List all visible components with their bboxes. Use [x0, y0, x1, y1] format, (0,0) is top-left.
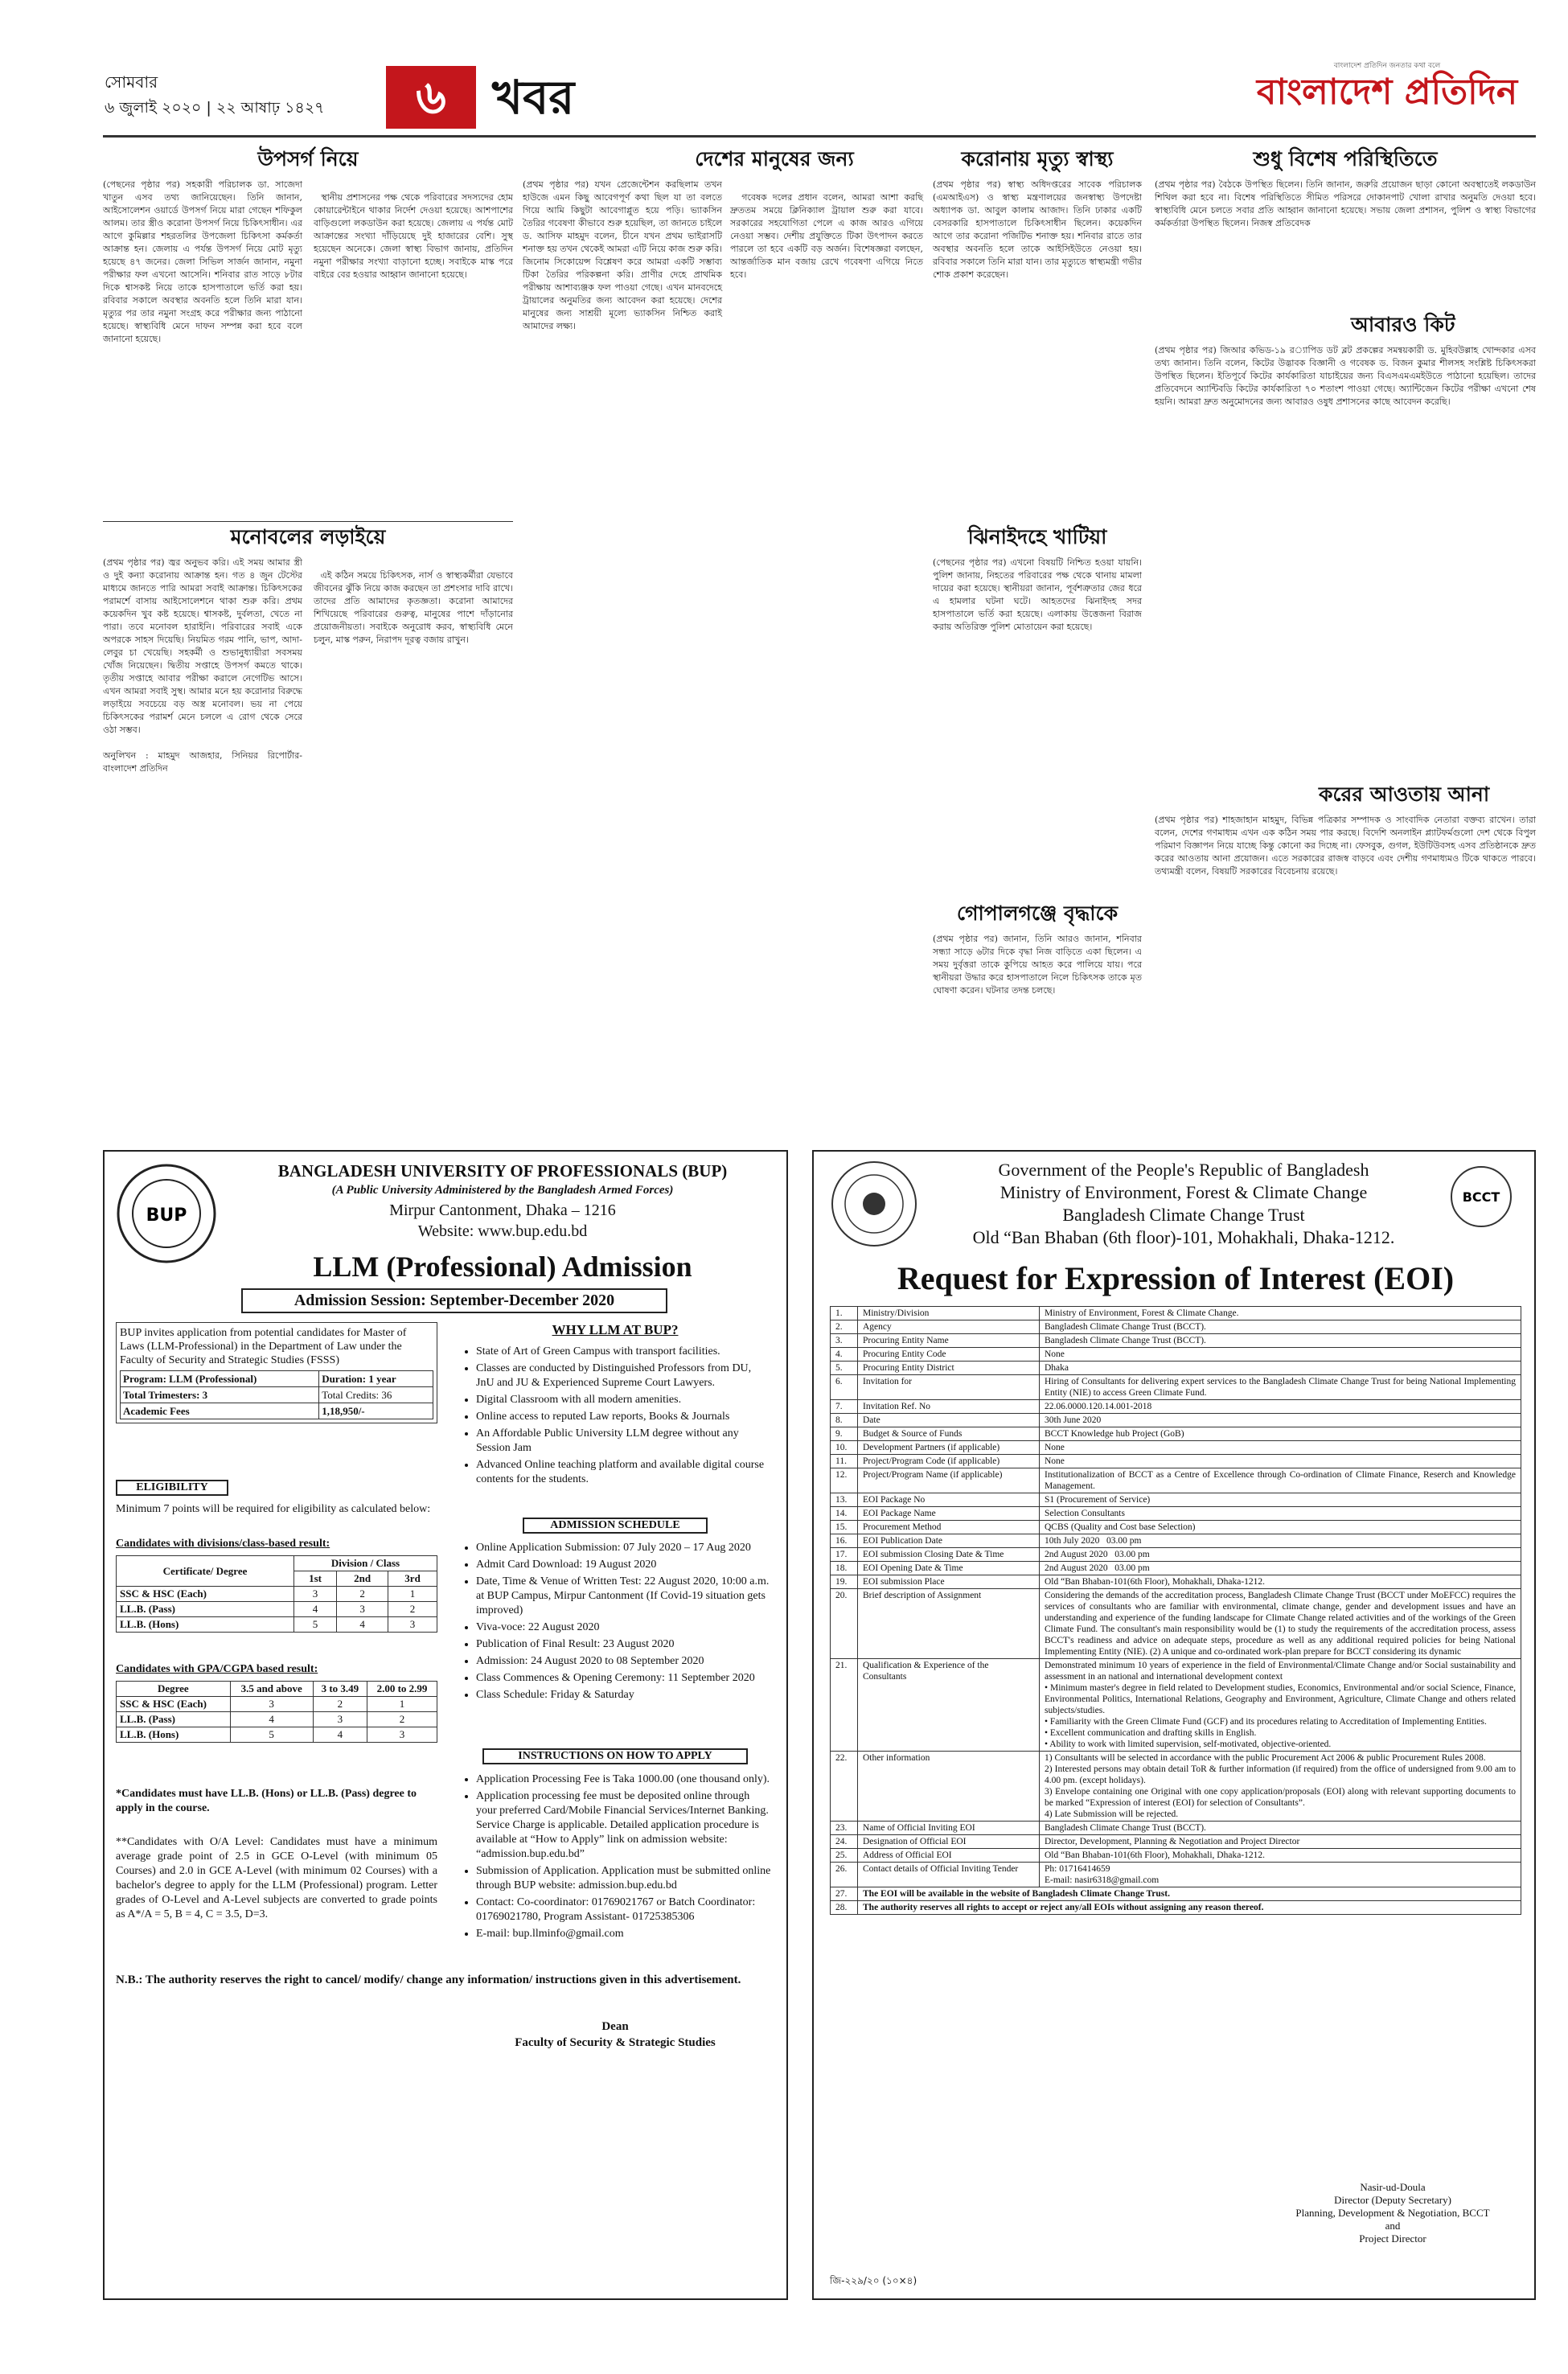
- eoi-row-value: 30th June 2020: [1040, 1414, 1521, 1427]
- eoi-row-number: 22.: [831, 1752, 858, 1822]
- division-cell: 3: [337, 1602, 388, 1617]
- apply-item: • Application Processing Fee is Taka 1000.00 (one thousand only).: [476, 1772, 772, 1787]
- eoi-row-number: 15.: [831, 1521, 858, 1534]
- headline-manobol: মনোবলের লড়াইয়ে: [230, 525, 386, 548]
- eoi-row: [831, 1334, 1521, 1348]
- eoi-row-label: Invitation for: [858, 1375, 1040, 1400]
- eoi-row-value: QCBS (Quality and Cost base Selection): [1040, 1521, 1521, 1534]
- bup-fees-label: Academic Fees: [121, 1403, 319, 1419]
- eoi-gov-line: Government of the People's Republic of Bangladesh: [998, 1160, 1369, 1180]
- eoi-row-number: 6.: [831, 1375, 858, 1400]
- eoi-row-label: EOI submission Closing Date & Time: [858, 1548, 1040, 1562]
- article-mrittu: (প্রথম পৃষ্ঠার পর) স্বাস্থ্য অধিদপ্তরের সাবেক পরিচালক (এমআইএস) ও স্বাস্থ্য মন্ত্রণালয়ের জনস্বাস্থ্য উপদেষ্টা অধ্যাপক ডা. আবুল কালাম আজাদ। তিনি ঢাকার একটি বেসরকারি হাসপাতালে চিকিৎসাধীন ছিলেন। কয়েকদিন আগে তার করোনা পজিটিভ শনাক্ত হয়। শনিবার রাতে তার অবস্থার অবনতি হলে তাকে আইসিইউতে নেওয়া হয়। রবিবার সকালে তিনি মারা যান। তার মৃত্যুতে স্বাস্থ্যমন্ত্রী গভীর শোক প্রকাশ করেছেন।: [933, 179, 1145, 280]
- gpa-th-2: 3 to 3.49: [313, 1682, 367, 1697]
- eoi-row: [831, 1375, 1521, 1400]
- headline-abaro: আবারও কিট: [1351, 313, 1455, 336]
- division-cell: LL.B. (Hons): [117, 1617, 294, 1633]
- bup-apply-title: INSTRUCTIONS ON HOW TO APPLY: [482, 1748, 748, 1764]
- eoi-row-value: 10th July 2020 03.00 pm: [1040, 1534, 1521, 1548]
- eoi-row: [831, 1863, 1521, 1887]
- eoi-row-number: 2.: [831, 1320, 858, 1334]
- rule-col1-mid: [103, 521, 513, 522]
- headline-bishesh: শুধু বিশেষ পরিস্থিতিতে: [1253, 147, 1438, 170]
- division-cell: 2: [388, 1602, 437, 1617]
- eoi-row-label: Agency: [858, 1320, 1040, 1334]
- gpa-cell: 4: [313, 1727, 367, 1743]
- manobol-cont-text: এই কঠিন সময়ে চিকিৎসক, নার্স ও স্বাস্থ্যকর্মীরা যেভাবে জীবনের ঝুঁকি নিয়ে কাজ করছেন তা প্রশংসার দাবি রাখে। তাদের প্রতি আমাদের কৃতজ্ঞতা। করোনা আমাদের শিখিয়েছে পরিবারের গুরুত্ব, মানুষের পাশে দাঁড়ানোর প্রয়োজনীয়তা। সবাইকে অনুরোধ করব, স্বাস্থ্যবিধি মেনে চলুন, মাস্ক পরুন, নিরাপদ দূরত্ব বজায় রাখুন।: [314, 570, 516, 645]
- eoi-row: [831, 1493, 1521, 1507]
- eoi-row-label: Project/Program Name (if applicable): [858, 1468, 1040, 1493]
- eoi-row: [831, 1307, 1521, 1320]
- why-item: • Advanced Online teaching platform and available digital course contents for the students.: [476, 1458, 772, 1487]
- eoi-row-label: Procuring Entity Code: [858, 1348, 1040, 1362]
- article-bishesh: (প্রথম পৃষ্ঠার পর) বৈঠকে উপস্থিত ছিলেন। তিনি জানান, জরুরি প্রয়োজন ছাড়া কোনো অবস্থাতেই লকডাউন শিথিল করা হবে না। বিশেষ পরিস্থিতিতে সীমিত পরিসরে দোকানপাট খোলা রাখার অনুমতি দেওয়া হবে। স্বাস্থ্যবিধি মেনে চলতে সবার প্রতি আহ্বান জানানো হয়েছে। সভায় জেলা প্রশাসন, পুলিশ ও স্বাস্থ্য বিভাগের কর্মকর্তারা উপস্থিত ছিলেন। নিজস্ব প্রতিবেদক: [1155, 179, 1539, 228]
- eoi-row-number: 1.: [831, 1307, 858, 1320]
- eoi-row-number: 24.: [831, 1835, 858, 1849]
- eoi-row-label: EOI Publication Date: [858, 1534, 1040, 1548]
- gpa-cell: 3: [230, 1697, 313, 1712]
- bup-credits: Total Credits: 36: [319, 1387, 433, 1403]
- article-abaro: (প্রথম পৃষ্ঠার পর) জিআর কভিড-১৯ র‌্যাপিড ডট ব্লট প্রকল্পের সমন্বয়কারী ড. মুহিবউল্লাহ খোন্দকার এসব তথ্য জানান। তিনি বলেন, কিটের উদ্ভাবক বিজ্ঞানী ও গবেষক ড. বিজন কুমার শীলসহ সংশ্লিষ্ট চিকিৎসকরা উপস্থিত ছিলেন। ইতিপূর্বে কিটের কার্যকারিতা যাচাইয়ের জন্য বিএসএমএমইউতে পাঠানো হয়েছিল। তাদের প্রতিবেদনে অ্যান্টিবডি কিটের কার্যকারিতা ৭০ শতাংশ পাওয়া গেছে। অ্যান্টিজেন কিটের পরীক্ষা এখনো শেষ হয়নি। আমরা দ্রুত অনুমোদনের জন্য আবারও ওষুধ প্রশাসনের কাছে আবেদন করেছি।: [1155, 345, 1539, 407]
- eoi-row-value: Selection Consultants: [1040, 1507, 1521, 1521]
- newspaper-logo: [1238, 60, 1536, 132]
- eoi-row-value: BCCT Knowledge hub Project (GoB): [1040, 1427, 1521, 1441]
- eoi-row: [831, 1752, 1521, 1822]
- gpa-th-3: 2.00 to 2.99: [367, 1682, 437, 1697]
- headline-mrittu: করোনায় মৃত্যু স্বাস্থ্য: [961, 147, 1114, 170]
- eoi-row-number: 13.: [831, 1493, 858, 1507]
- eoi-row-label: Name of Official Inviting EOI: [858, 1822, 1040, 1835]
- eoi-row: [831, 1441, 1521, 1455]
- article-manobol-cont: [314, 557, 516, 1142]
- header-day: সোমবার: [105, 72, 158, 92]
- eoi-row-label: Procuring Entity District: [858, 1362, 1040, 1375]
- bup-intro: BUP invites application from potential candidates for Master of Laws (LLM-Professional) in the Department of Law under the Faculty of Security and Strategic Studies (FSSS): [120, 1327, 407, 1366]
- div-th-2: 2nd: [337, 1571, 388, 1587]
- header-rule: [103, 135, 1536, 138]
- eoi-row-label: Procuring Entity Name: [858, 1334, 1040, 1348]
- bup-fees-value: 1,18,950/-: [319, 1403, 433, 1419]
- eoi-ad: [812, 1150, 1536, 2300]
- apply-item: • Submission of Application. Application must be submitted online through BUP website: admission.bup.edu.bd: [476, 1864, 772, 1893]
- gpa-cell: SSC & HSC (Each): [117, 1697, 231, 1712]
- bcct-logo: [1449, 1164, 1513, 1229]
- eoi-row-label: EOI Package Name: [858, 1507, 1040, 1521]
- schedule-item: • Date, Time & Venue of Written Test: 22 August 2020, 10:00 a.m. at BUP Campus, Mirpur Cantonment (If Covid-19 situation gets improved): [476, 1575, 772, 1618]
- bup-duration: Duration: 1 year: [319, 1371, 433, 1387]
- gov-seal: [830, 1160, 918, 1248]
- gpa-cell: 4: [230, 1712, 313, 1727]
- article-desher-cont: [730, 179, 926, 1142]
- why-item: • An Affordable Public University LLM degree without any Session Jam: [476, 1427, 772, 1456]
- eoi-row-value: 1) Consultants will be selected in accordance with the public Procurement Act 2006 & public Procurement Rules 2008. 2) Interested persons may obtain detail ToR & further information (if required) from the office of undersigned from 9.00 am to 4.00 pm. (except holidays). 3) Envelope containing one Original with one copy application/proposals (EOI) along with relevant supporting documents to be marked “Expression of interest (EOI) for selection of Consultants”. 4) Late Submission will be rejected.: [1040, 1752, 1521, 1822]
- svg-text:BUP: BUP: [146, 1205, 187, 1226]
- eoi-row: [831, 1400, 1521, 1414]
- eoi-signature: [1264, 2181, 1521, 2245]
- div-th-cert: Certificate/ Degree: [117, 1556, 294, 1587]
- bup-gpa-table: [116, 1681, 437, 1743]
- eoi-sig-title3: Project Director: [1359, 2232, 1426, 2245]
- eoi-row-label: Qualification & Experience of the Consultants: [858, 1659, 1040, 1752]
- eoi-sig-title2: Planning, Development & Negotiation, BCCT: [1295, 2207, 1490, 2219]
- bup-schedule-list: [458, 1541, 772, 1705]
- eoi-row-number: 8.: [831, 1414, 858, 1427]
- bup-division-table: [116, 1555, 437, 1633]
- eoi-row-number: 11.: [831, 1455, 858, 1468]
- eoi-row-label: Designation of Official EOI: [858, 1835, 1040, 1849]
- gpa-cell: 5: [230, 1727, 313, 1743]
- eoi-row-number: 23.: [831, 1822, 858, 1835]
- eoi-row-number: 9.: [831, 1427, 858, 1441]
- eoi-row-value: Demonstrated minimum 10 years of experience in the field of Environmental/Climate Change and/or Social sustainability and assessment in an national and international development context • Minimum master's degree in field related to Development studies, Economics, Environmental and/or social Science, Finance, Environmental Politics, International Relations, Geography and Environment, Agriculture, Climate Change and others related subjects/studies. • Familiarity with the Green Climate Fund (GCF) and its procedures relating to Accreditation of Implementing Entities. • Excellent communication and drafting skills in English. • Ability to work with limited supervision, self-motivated, objective-oriented.: [1040, 1659, 1521, 1752]
- schedule-item: • Class Commences & Opening Ceremony: 11 September 2020: [476, 1671, 772, 1686]
- eoi-row-label: Invitation Ref. No: [858, 1400, 1040, 1414]
- eoi-row-value: S1 (Procurement of Service): [1040, 1493, 1521, 1507]
- page-number: ৬: [386, 66, 476, 129]
- eoi-row: [831, 1468, 1521, 1493]
- gpa-th-1: 3.5 and above: [230, 1682, 313, 1697]
- why-item: • Classes are conducted by Distinguished Professors from DU, JnU and JU & Experienced Supreme Court Lawyers.: [476, 1362, 772, 1390]
- eoi-row-number: 19.: [831, 1575, 858, 1589]
- eoi-row: [831, 1362, 1521, 1375]
- gpa-cell: 2: [313, 1697, 367, 1712]
- bup-ad: [103, 1150, 788, 2300]
- div-th-3: 3rd: [388, 1571, 437, 1587]
- section-title: খবর: [492, 70, 575, 125]
- eoi-row-label: Other information: [858, 1752, 1040, 1822]
- eoi-row-value: 2nd August 2020 03.00 pm: [1040, 1562, 1521, 1575]
- eoi-row-number: 5.: [831, 1362, 858, 1375]
- bup-eligibility-text: Minimum 7 points will be required for eligibility as calculated below:: [116, 1503, 431, 1515]
- eoi-row-label: Brief description of Assignment: [858, 1589, 1040, 1659]
- eoi-row-value: Dhaka: [1040, 1362, 1521, 1375]
- eoi-row-number: 21.: [831, 1659, 858, 1752]
- eoi-row-number: 7.: [831, 1400, 858, 1414]
- eoi-row: [831, 1887, 1521, 1901]
- eoi-row-number: 17.: [831, 1548, 858, 1562]
- gpa-cell: 1: [367, 1697, 437, 1712]
- gpa-cell: LL.B. (Hons): [117, 1727, 231, 1743]
- div-th-class: Division / Class: [293, 1556, 437, 1571]
- gpa-row: [117, 1727, 437, 1743]
- bup-division-title: Candidates with divisions/class-based result:: [116, 1538, 330, 1550]
- why-item: • Digital Classroom with all modern amenities.: [476, 1393, 772, 1407]
- bup-program: Program: LLM (Professional): [121, 1371, 319, 1387]
- division-cell: 4: [337, 1617, 388, 1633]
- eoi-address: Old “Ban Bhaban (6th floor)-101, Mohakhali, Dhaka-1212.: [972, 1227, 1395, 1247]
- eoi-row-number: 26.: [831, 1863, 858, 1887]
- eoi-row-label: EOI Package No: [858, 1493, 1040, 1507]
- eoi-row-number: 4.: [831, 1348, 858, 1362]
- eoi-sig-title1: Director (Deputy Secretary): [1334, 2194, 1451, 2206]
- gpa-row: [117, 1697, 437, 1712]
- division-cell: SSC & HSC (Each): [117, 1587, 294, 1602]
- division-cell: 4: [293, 1602, 336, 1617]
- gpa-cell: 3: [313, 1712, 367, 1727]
- eoi-row-number: 20.: [831, 1589, 858, 1659]
- eoi-row-number: 10.: [831, 1441, 858, 1455]
- eoi-row: [831, 1548, 1521, 1562]
- division-row: [117, 1602, 437, 1617]
- eoi-row-number: 28.: [831, 1901, 858, 1915]
- eoi-row: [831, 1427, 1521, 1441]
- eoi-row-number: 16.: [831, 1534, 858, 1548]
- eoi-row: [831, 1835, 1521, 1849]
- eoi-row-label: Development Partners (if applicable): [858, 1441, 1040, 1455]
- schedule-item: • Admit Card Download: 19 August 2020: [476, 1558, 772, 1572]
- bup-signature-name: Dean: [601, 2020, 629, 2033]
- eoi-row-value: Director, Development, Planning & Negotiation and Project Director: [1040, 1835, 1521, 1849]
- eoi-row-number: 14.: [831, 1507, 858, 1521]
- headline-desher: দেশের মানুষের জন্য: [695, 147, 854, 170]
- article-upasarga: (পেছনের পৃষ্ঠার পর) সহকারী পরিচালক ডা. সাজেদা খাতুন এসব তথ্য জানিয়েছেন। তিনি জানান, আইসোলেশন ওয়ার্ডে উপসর্গ নিয়ে মারা গেছেন শফিকুল আলম। তার স্ত্রীও করোনা উপসর্গ নিয়ে চিকিৎসাধীন। এর আগে কুমিল্লার শহরতলির উপজেলা চিকিৎসা কর্মকর্তা আক্রান্ত হন। জেলায় এ পর্যন্ত উপসর্গ নিয়ে মোট মৃত্যু হয়েছে ৪৭ জনের। জেলা সিভিল সার্জন জানান, নমুনা পরীক্ষার ফল এখনো আসেনি। শনিবার রাত সাড়ে ৮টার দিকে শ্বাসকষ্ট নিয়ে তাকে হাসপাতালে ভর্তি করা হয়। রবিবার সকালে অবস্থার অবনতি হলে তিনি মারা যান। মৃত্যুর পর তার নমুনা সংগ্রহ করে পরীক্ষার জন্য পাঠানো হয়েছে। স্বাস্থ্যবিধি মেনে দাফন সম্পন্ন করা হবে বলে জানানো হয়েছে।: [103, 179, 306, 344]
- article-karer: (প্রথম পৃষ্ঠার পর) শাহজাহান মাহমুদ, বিভিন্ন পত্রিকার সম্পাদক ও সাংবাদিক নেতারা বক্তব্য রাখেন। তারা বলেন, দেশের গণমাধ্যম এখন এক কঠিন সময় পার করছে। বিদেশি অনলাইন প্ল্যাটফর্মগুলো দেশ থেকে বিপুল পরিমাণ বিজ্ঞাপন নিয়ে যাচ্ছে কিন্তু কোনো কর দিচ্ছে না। ফেসবুক, গুগল, ইউটিউবসহ এসব প্রতিষ্ঠানকে দ্রুত করের আওতায় আনা প্রয়োজন। এতে সরকারের রাজস্ব বাড়বে এবং দেশীয় গণমাধ্যমও টিকে থাকতে পারবে। তথ্যমন্ত্রী বলেন, বিষয়টি সরকারের বিবেচনায় রয়েছে।: [1155, 815, 1539, 877]
- division-cell: 2: [337, 1587, 388, 1602]
- article-gopalganj: (প্রথম পৃষ্ঠার পর) জানান, তিনি আরও জানান, শনিবার সন্ধ্যা সাড়ে ৬টার দিকে বৃদ্ধা নিজ বাড়িতে একা ছিলেন। এ সময় দুর্বৃত্তরা তাকে কুপিয়ে আহত করে পালিয়ে যায়। পরে স্থানীয়রা উদ্ধার করে হাসপাতালে নিলে চিকিৎসক তাকে মৃত ঘোষণা করেন। ঘটনার তদন্ত চলছে।: [933, 934, 1145, 996]
- svg-text:BCCT: BCCT: [1462, 1189, 1500, 1205]
- eoi-row-note: The EOI will be available in the website of Bangladesh Climate Change Trust.: [858, 1887, 1521, 1901]
- schedule-item: • Online Application Submission: 07 July 2020 – 17 Aug 2020: [476, 1541, 772, 1555]
- bup-session: Admission Session: September-December 2020: [241, 1288, 667, 1313]
- eoi-row: [831, 1320, 1521, 1334]
- eoi-row-value: Ministry of Environment, Forest & Climate Change.: [1040, 1307, 1521, 1320]
- eoi-row-value: Institutionalization of BCCT as a Centre of Excellence through Co-ordination of Climate Finance, Reserch and Knowledge Management.: [1040, 1468, 1521, 1493]
- eoi-row: [831, 1589, 1521, 1659]
- eoi-row: [831, 1507, 1521, 1521]
- eoi-trust: Bangladesh Climate Change Trust: [1062, 1205, 1305, 1225]
- article-jhenaidah: (পেছনের পৃষ্ঠার পর) এখনো বিষয়টি নিশ্চিত হওয়া যায়নি। পুলিশ জানায়, নিহতের পরিবারের পক্ষ থেকে থানায় মামলা দায়ের করা হয়েছে। স্থানীয়রা জানান, পূর্বশত্রুতার জের ধরে এ হামলার ঘটনা ঘটে। আহতদের ঝিনাইদহ সদর হাসপাতালে ভর্তি করা হয়েছে। এলাকায় উত্তেজনা বিরাজ করায় অতিরিক্ত পুলিশ মোতায়েন করা হয়েছে।: [933, 557, 1145, 632]
- eoi-row: [831, 1562, 1521, 1575]
- gpa-th-0: Degree: [117, 1682, 231, 1697]
- logo-tagline: বাংলাদেশ প্রতিদিন জনতার কথা বলে: [1333, 62, 1441, 70]
- eoi-row-value: Ph: 01716414659 E-mail: nasir6318@gmail.com: [1040, 1863, 1521, 1887]
- eoi-row-value: None: [1040, 1455, 1521, 1468]
- upasarga-cont-text: স্থানীয় প্রশাসনের পক্ষ থেকে পরিবারের সদস্যদের হোম কোয়ারেন্টাইনে থাকার নির্দেশ দেওয়া হয়েছে। আশপাশের বাড়িগুলো লকডাউন করা হয়েছে। জেলায় এ পর্যন্ত মোট আক্রান্তের সংখ্যা দাঁড়িয়েছে দুই হাজারের বেশি। সুস্থ হয়েছেন অনেকে। জেলা স্বাস্থ্য বিভাগ জানায়, প্রতিদিন নমুনা পরীক্ষার সংখ্যা বাড়ানো হচ্ছে। সবাইকে মাস্ক পরে বাইরে বের হওয়ার আহ্বান জানানো হয়েছে।: [314, 192, 516, 280]
- eoi-row-value: None: [1040, 1348, 1521, 1362]
- article-upasarga-cont: [314, 179, 516, 516]
- bup-subtitle: (A Public University Administered by the Bangladesh Armed Forces): [331, 1184, 674, 1197]
- eoi-row-value: Bangladesh Climate Change Trust (BCCT).: [1040, 1334, 1521, 1348]
- apply-item: • Contact: Co-coordinator: 01769021767 or Batch Coordinator: 01769021780, Program Assistant- 01725385306: [476, 1896, 772, 1924]
- logo-name: বাংলাদেশ প্রতিদিন: [1256, 72, 1518, 113]
- apply-item: • Application processing fee must be deposited online through your preferred Card/Mobile Financial Services/Internet Banking. Service Charge is applicable. Detailed application procedure is available at “How to Apply” link on admission website: “admission.bup.edu.bd”: [476, 1789, 772, 1862]
- eoi-row: [831, 1534, 1521, 1548]
- eoi-code: জি-২২৯/২০ (১০×৪): [830, 2275, 917, 2286]
- bup-program-table: [120, 1370, 433, 1419]
- eoi-row-label: Address of Official EOI: [858, 1849, 1040, 1863]
- apply-item: • E-mail: bup.llminfo@gmail.com: [476, 1927, 772, 1941]
- eoi-row-label: Project/Program Code (if applicable): [858, 1455, 1040, 1468]
- eoi-row-label: Procurement Method: [858, 1521, 1040, 1534]
- gpa-cell: LL.B. (Pass): [117, 1712, 231, 1727]
- division-row: [117, 1587, 437, 1602]
- eoi-table: [830, 1306, 1521, 1915]
- eoi-row-label: Date: [858, 1414, 1040, 1427]
- bup-nb: N.B.: The authority reserves the right to cancel/ modify/ change any information/ instructions given in this advertisement.: [116, 1974, 741, 1986]
- bup-schedule-title: ADMISSION SCHEDULE: [523, 1518, 708, 1534]
- eoi-sig-and: and: [1385, 2220, 1401, 2232]
- eoi-row: [831, 1455, 1521, 1468]
- eoi-row-number: 25.: [831, 1849, 858, 1863]
- eoi-row-label: EOI Opening Date & Time: [858, 1562, 1040, 1575]
- why-item: • State of Art of Green Campus with transport facilities.: [476, 1345, 772, 1359]
- bup-eligibility-title: ELIGIBILITY: [116, 1480, 228, 1496]
- eoi-row: [831, 1414, 1521, 1427]
- eoi-row: [831, 1348, 1521, 1362]
- schedule-item: • Class Schedule: Friday & Saturday: [476, 1688, 772, 1702]
- eoi-row-number: 12.: [831, 1468, 858, 1493]
- eoi-row-label: Contact details of Official Inviting Tender: [858, 1863, 1040, 1887]
- eoi-row-value: 22.06.0000.120.14.001-2018: [1040, 1400, 1521, 1414]
- division-cell: LL.B. (Pass): [117, 1602, 294, 1617]
- eoi-ministry: Ministry of Environment, Forest & Climate Change: [999, 1182, 1368, 1202]
- eoi-row: [831, 1849, 1521, 1863]
- gpa-row: [117, 1712, 437, 1727]
- schedule-item: • Viva-voce: 22 August 2020: [476, 1620, 772, 1635]
- headline-gopalganj: গোপালগঞ্জে বৃদ্ধাকে: [956, 902, 1119, 925]
- bup-address: Mirpur Cantonment, Dhaka – 1216: [389, 1201, 616, 1219]
- why-item: • Online access to reputed Law reports, Books & Journals: [476, 1410, 772, 1424]
- bup-gpa-title: Candidates with GPA/CGPA based result:: [116, 1663, 318, 1675]
- bup-signature-title: Faculty of Security & Strategic Studies: [515, 2036, 716, 2049]
- eoi-row-value: 2nd August 2020 03.00 pm: [1040, 1548, 1521, 1562]
- schedule-item: • Publication of Final Result: 23 August 2020: [476, 1637, 772, 1652]
- eoi-row-number: 27.: [831, 1887, 858, 1901]
- bup-university: BANGLADESH UNIVERSITY OF PROFESSIONALS (BUP): [277, 1161, 728, 1181]
- header-date: ৬ জুলাই ২০২০ | ২২ আষাঢ় ১৪২৭: [105, 99, 325, 117]
- division-cell: 3: [293, 1587, 336, 1602]
- bup-why-list: [458, 1345, 772, 1489]
- bup-why-title: WHY LLM AT BUP?: [552, 1322, 679, 1337]
- division-cell: 1: [388, 1587, 437, 1602]
- article-desher: (প্রথম পৃষ্ঠার পর) যখন প্রেজেন্টেশন করছিলাম তখন হাউজে এমন কিছু আবেগপূর্ণ কথা ছিল যা তা বলতে গিয়ে আমি কিছুটা আবেগাপ্লুত হয়ে পড়ি। ভ্যাকসিন তৈরির গবেষণা কীভাবে শুরু হয়েছিল, তা জানতে চাইলে ড. আসিফ মাহমুদ বলেন, চীনে যখন প্রথম ভাইরাসটি শনাক্ত হয় তখন থেকেই আমরা এটি নিয়ে কাজ শুরু করি। জিনোম সিকোয়েন্স বিশ্লেষণ করে আমরা একটি সম্ভাব্য টিকা তৈরির পরিকল্পনা করি। প্রাণীর দেহে প্রাথমিক পরীক্ষায় আশাব্যঞ্জক ফল পাওয়া গেছে। এখন মানবদেহে ট্রায়ালের অনুমতির জন্য আবেদন করা হয়েছে। দেশের মানুষের জন্য সাশ্রয়ী মূল্যে ভ্যাকসিন নিশ্চিত করাই আমাদের লক্ষ্য।: [523, 179, 725, 331]
- eoi-row-value: Hiring of Consultants for delivering expert services to the Bangladesh Climate Change Trust for being National Implementing Entity (NIE) to access Green Climate Fund.: [1040, 1375, 1521, 1400]
- div-th-1: 1st: [293, 1571, 336, 1587]
- eoi-row-label: Budget & Source of Funds: [858, 1427, 1040, 1441]
- gpa-cell: 2: [367, 1712, 437, 1727]
- eoi-row-value: Considering the demands of the accreditation process, Bangladesh Climate Change Trust (BCCT under MoEFCC) requires the services of consultants who are familiar with environmental, climate change, gender and development issues and have an understanding and experience of the funding landscape for Climate Change related activities and of the workings of the Green Climate Fund. The consultant's main responsibility would be (1) to study the requirements of the accreditation process, assess BCCT's readiness and advice on adequate steps, procedure as well as any additional required policies for being National Implementing Entity (NIE). (2) A unique and co-ordinated work-plan prepare for BCCT considering its dynamic: [1040, 1589, 1521, 1659]
- eoi-row-label: EOI submission Place: [858, 1575, 1040, 1589]
- bup-intro-box: [116, 1322, 437, 1423]
- desher-cont-text: গবেষক দলের প্রধান বলেন, আমরা আশা করছি দ্রুততম সময়ে ক্লিনিক্যাল ট্রায়াল শুরু করা যাবে। সরকারের সহযোগিতা পেলে এ কাজ আরও এগিয়ে নেওয়া সম্ভব। দেশীয় প্রযুক্তিতে টিকা উৎপাদন করতে পারলে তা হবে একটি বড় অর্জন। বিশেষজ্ঞরা বলছেন, আন্তর্জাতিক মান বজায় রেখে গবেষণা এগিয়ে নিতে হবে।: [730, 192, 926, 280]
- bup-trimesters: Total Trimesters: 3: [121, 1387, 319, 1403]
- gpa-cell: 3: [367, 1727, 437, 1743]
- bup-logo: [116, 1163, 217, 1264]
- eoi-row-value: Old “Ban Bhaban-101(6th Floor), Mohakhali, Dhaka-1212.: [1040, 1849, 1521, 1863]
- eoi-row-note: The authority reserves all rights to accept or reject any/all EOIs without assigning any reason thereof.: [858, 1901, 1521, 1915]
- eoi-row-number: 3.: [831, 1334, 858, 1348]
- eoi-sig-name: Nasir-ud-Doula: [1360, 2181, 1426, 2193]
- schedule-item: • Admission: 24 August 2020 to 08 September 2020: [476, 1654, 772, 1669]
- eoi-row-number: 18.: [831, 1562, 858, 1575]
- eoi-row-value: Bangladesh Climate Change Trust (BCCT).: [1040, 1822, 1521, 1835]
- eoi-row: [831, 1901, 1521, 1915]
- headline-upasarga: উপসর্গ নিয়ে: [257, 147, 359, 170]
- article-manobol: (প্রথম পৃষ্ঠার পর) জ্বর অনুভব করি। এই সময় আমার স্ত্রী ও দুই কন্যা করোনায় আক্রান্ত হন। গত ৪ জুন টেস্টের মাধ্যমে জানতে পারি আমরা সবাই আক্রান্ত। চিকিৎসকের পরামর্শে বাসায় আইসোলেশনে থাকা শুরু করি। প্রথম কয়েকদিন খুব কষ্ট হয়েছে। শ্বাসকষ্ট, দুর্বলতা, খেতে না পারা। তবে মনোবল হারাইনি। পরিবারের সবাই একে অপরকে সাহস দিয়েছি। নিয়মিত গরম পানি, ভাপ, আদা-লেবুর চা খেয়েছি। সহকর্মী ও শুভানুধ্যায়ীরা সবসময় খোঁজ নিয়েছেন। দ্বিতীয় সপ্তাহে উপসর্গ কমতে থাকে। তৃতীয় সপ্তাহে আবার পরীক্ষা করালে নেগেটিভ আসে। এখন আমরা সবাই সুস্থ। আমার মনে হয় করোনার বিরুদ্ধে লড়াইয়ে সবচেয়ে বড় অস্ত্র মনোবল। ভয় না পেয়ে চিকিৎসকের পরামর্শ মেনে চললে এ রোগ থেকে সেরে ওঠা সম্ভব। অনুলিখন : মাহমুদ আজহার, সিনিয়র রিপোর্টার-বাংলাদেশ প্রতিদিন: [103, 557, 302, 774]
- eoi-row-value: Old “Ban Bhaban-101(6th Floor), Mohakhali, Dhaka-1212.: [1040, 1575, 1521, 1589]
- division-cell: 5: [293, 1617, 336, 1633]
- eoi-row: [831, 1822, 1521, 1835]
- headline-jhenaidah: ঝিনাইদহে খাটিয়া: [967, 525, 1107, 548]
- headline-karer: করের আওতায় আনা: [1319, 782, 1490, 806]
- bup-website: Website: www.bup.edu.bd: [417, 1222, 588, 1240]
- eoi-row: [831, 1575, 1521, 1589]
- eoi-row-label: Ministry/Division: [858, 1307, 1040, 1320]
- bup-note1: *Candidates must have LL.B. (Hons) or LL.B. (Pass) degree to apply in the course.: [116, 1788, 417, 1814]
- eoi-row-value: None: [1040, 1441, 1521, 1455]
- eoi-row: [831, 1521, 1521, 1534]
- division-row: [117, 1617, 437, 1633]
- division-cell: 3: [388, 1617, 437, 1633]
- eoi-row-value: Bangladesh Climate Change Trust (BCCT).: [1040, 1320, 1521, 1334]
- bup-apply-list: [458, 1772, 772, 1944]
- eoi-row: [831, 1659, 1521, 1752]
- bup-note2: **Candidates with O/A Level: Candidates must have a minimum average grade point of 2.5 in GCE O-Level (with minimum 05 Courses) and 2.0 in GCE A-Level (with minimum 02 Courses) with a bachelor's degree to apply for the LLM (Professional) program. Letter grades of O-Level and A-Level subjects are converted to grade points as A*/A = 5, B = 4, C = 3.5, D=3.: [116, 1836, 437, 1920]
- bup-title: LLM (Professional) Admission: [313, 1251, 692, 1283]
- eoi-title: Request for Expression of Interest (EOI): [897, 1260, 1455, 1296]
